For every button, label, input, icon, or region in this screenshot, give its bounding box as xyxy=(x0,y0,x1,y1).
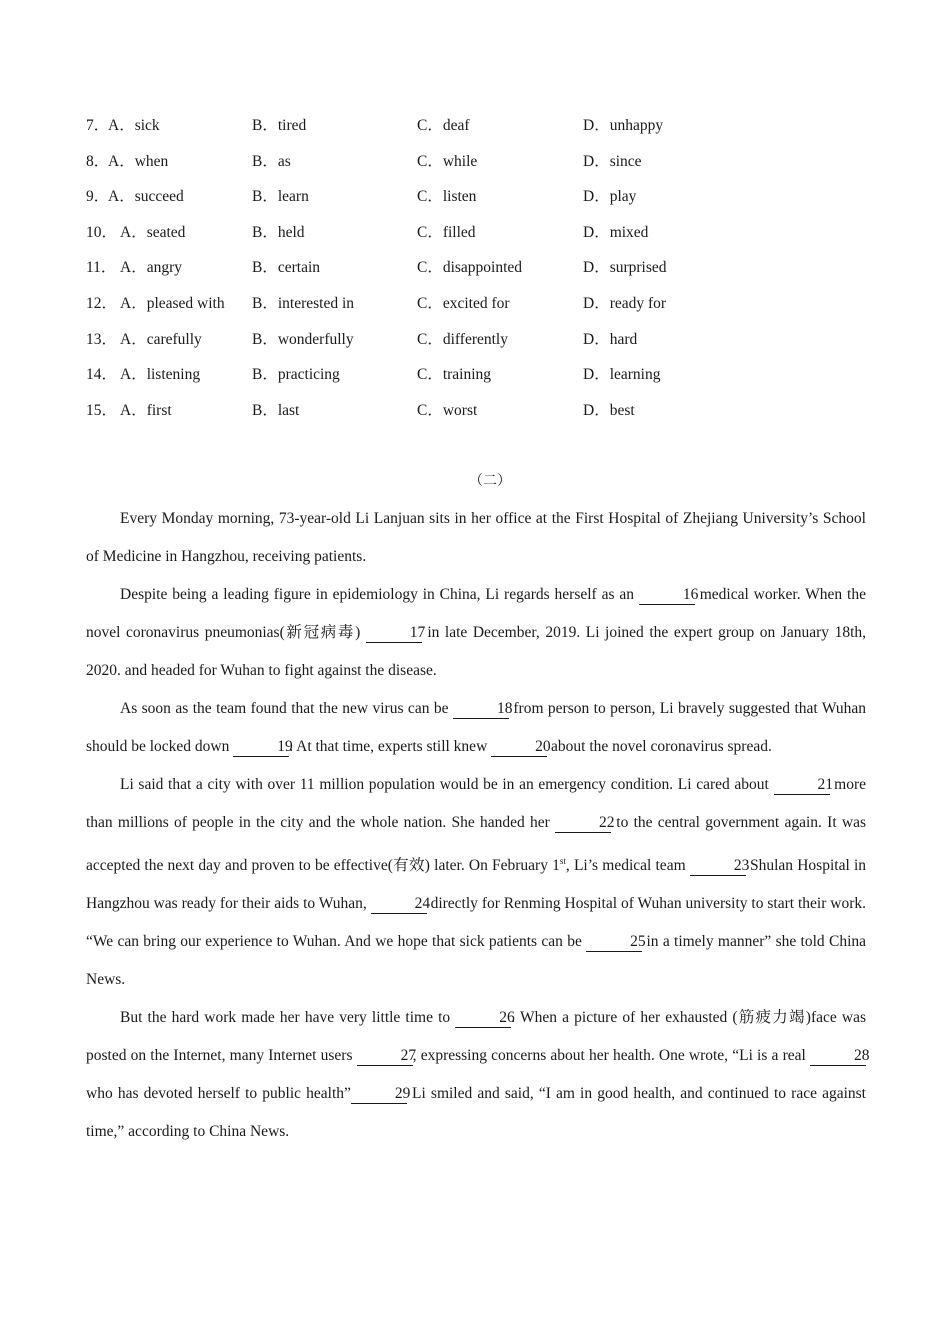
option-b: B．certain xyxy=(252,259,321,277)
option-a: A．seated xyxy=(120,223,186,241)
blank-24: 24 xyxy=(371,895,427,914)
paragraph-1: Every Monday morning, 73-year-old Li Lanjuan sits in her office at the First Hospital of Zhejiang University’s School of Medicine in Hangzhou, receiving patients. xyxy=(86,510,866,565)
option-b: B．held xyxy=(252,223,305,241)
option-b: B．interested in xyxy=(252,294,355,312)
ordinal-superscript: st xyxy=(559,856,566,866)
blank-21: 21 xyxy=(774,776,830,795)
option-c: C．deaf xyxy=(417,117,470,134)
question-number: 7． xyxy=(86,117,110,134)
blank-26: 26 xyxy=(455,1009,511,1028)
option-a: A．angry xyxy=(120,259,182,277)
blank-19: 19 xyxy=(233,738,289,757)
blank-29: 29 xyxy=(351,1085,407,1104)
question-number: 10． xyxy=(86,223,118,241)
blank-27: 27 xyxy=(357,1047,413,1066)
option-a: A．pleased with xyxy=(120,294,225,312)
option-a: A．sick xyxy=(108,117,160,134)
paragraph-3: As soon as the team found that the new virus can be 18 from person to person, Li bravely suggested that Wuhan should be locked down 19. At that time, experts still knew 20 about the novel coronavirus spread. xyxy=(86,700,866,755)
paragraph-2: Despite being a leading figure in epidemiology in China, Li regards herself as an 16 medical worker. When the novel coronavirus pneumonias(新冠病毒) 17 in late December, 2019. Li joined the expert group on January 18th, 2020. and headed for Wuhan to fight against the disease. xyxy=(86,586,866,679)
option-c: C．excited for xyxy=(417,294,510,312)
option-d: D．best xyxy=(583,401,635,419)
blank-20: 20 xyxy=(491,738,547,757)
question-number: 15． xyxy=(86,401,118,419)
blank-16: 16 xyxy=(639,586,695,605)
blank-23: 23 xyxy=(690,857,746,876)
option-c: C．filled xyxy=(417,223,476,241)
option-c: C．listen xyxy=(417,188,477,206)
blank-17: 17 xyxy=(366,624,422,643)
paragraph-5: But the hard work made her have very little time to 26. When a picture of her exhausted (筋疲力竭)face was posted on the Internet, many Internet users 27, expressing concerns about her health. One wrote, “Li is a real 28 who has devoted herself to public health” 29 Li smiled and said, “I am in good health, and continued to race against time,” according to China News. xyxy=(86,1009,870,1141)
paragraph-4: Li said that a city with over 11 million population would be in an emergency condition. Li cared about 21 more than millions of people in the city and the whole nation. She handed her 22 to the central government again. It was accepted the next day and proven to be effective(有效) later. On February 1st, Li’s medical team 23 Shulan Hospital in Hangzhou was ready for their aids to Wuhan, 24 directly for Renming Hospital of Wuhan university to start their work. “We can bring our experience to Wuhan. And we hope that sick patients can be 25 in a timely manner” she told China News. xyxy=(86,776,867,989)
option-d: D．hard xyxy=(583,330,638,348)
option-a: A．succeed xyxy=(108,188,184,206)
option-a: A．first xyxy=(120,401,172,419)
question-number: 11． xyxy=(86,259,117,277)
option-d: D．play xyxy=(583,188,637,206)
option-b: B．last xyxy=(252,401,300,419)
option-b: B．learn xyxy=(252,188,309,206)
option-c: C．while xyxy=(417,152,478,170)
option-b: B．wonderfully xyxy=(252,330,354,348)
blank-28: 28 xyxy=(810,1047,866,1066)
question-number: 9． xyxy=(86,188,110,206)
blank-22: 22 xyxy=(555,814,611,833)
option-c: C．differently xyxy=(417,330,508,348)
question-number: 8． xyxy=(86,152,110,170)
option-c: C．worst xyxy=(417,401,478,419)
option-d: D．mixed xyxy=(583,223,649,241)
option-b: B．as xyxy=(252,152,291,170)
section-title: （二） xyxy=(469,474,511,489)
option-d: D．surprised xyxy=(583,259,667,277)
option-c: C．disappointed xyxy=(417,259,523,277)
option-b: B．tired xyxy=(252,117,307,134)
option-d: D．ready for xyxy=(583,294,667,312)
option-a: A．when xyxy=(108,152,169,170)
option-d: D．learning xyxy=(583,366,661,384)
option-a: A．carefully xyxy=(120,330,202,348)
option-a: A．listening xyxy=(120,366,201,384)
option-c: C．training xyxy=(417,366,492,384)
option-d: D．unhappy xyxy=(583,117,664,134)
blank-18: 18 xyxy=(453,700,509,719)
question-number: 12． xyxy=(86,294,118,312)
option-d: D．since xyxy=(583,152,642,170)
blank-25: 25 xyxy=(586,933,642,952)
question-number: 13． xyxy=(86,330,118,348)
question-number: 14． xyxy=(86,366,118,384)
option-b: B．practicing xyxy=(252,366,340,384)
reading-passage xyxy=(86,500,870,1151)
